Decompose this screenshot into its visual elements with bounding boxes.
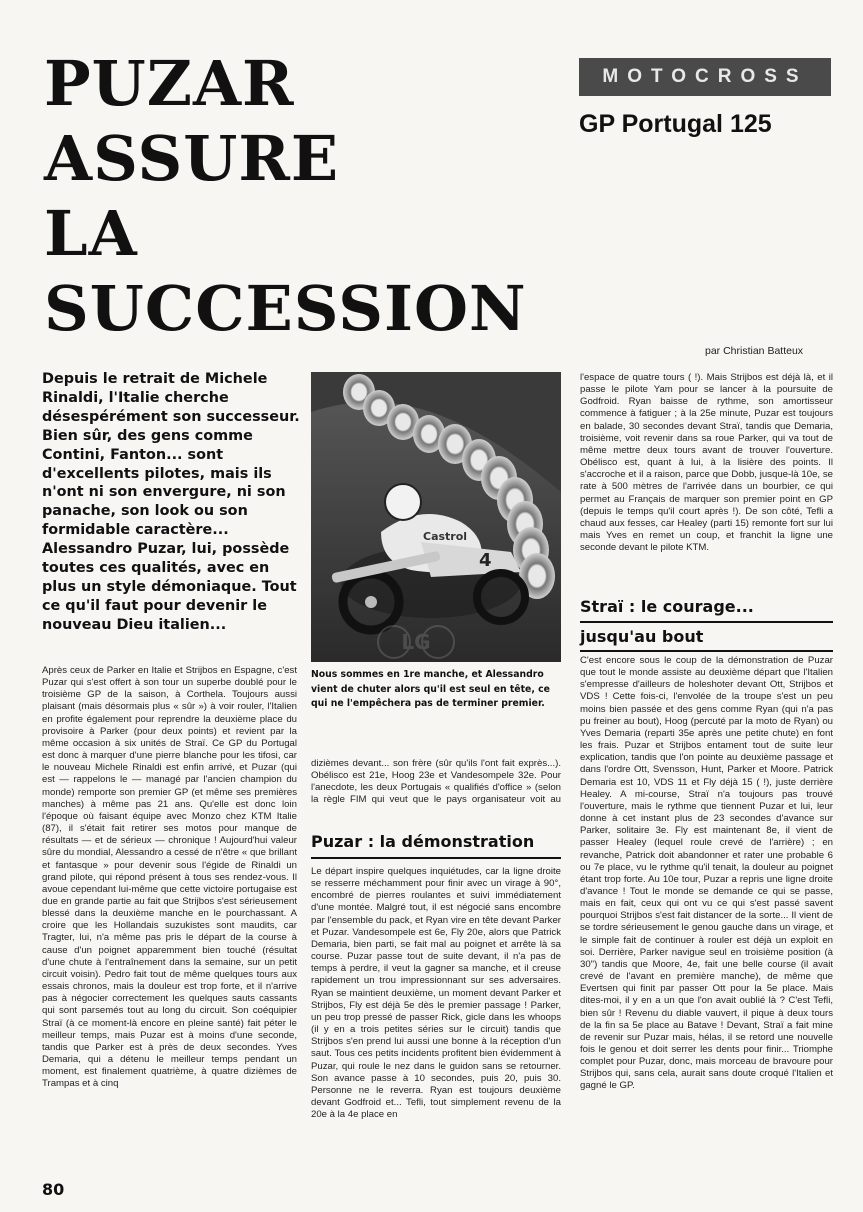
subheading-rule [580, 650, 833, 652]
headline-line: PUZAR [44, 47, 295, 120]
body-column-3a: l'espace de quatre tours ( !). Mais Strijbos est déjà là, et il passe le pilote Yam pour se lancer à la poursuite de Godfroid. Ryan baisse de rythme, son amortisseur commence à fatiguer ; à la 25e minute, Puzar est toujours en balade, 30 secondes devant Straï, tandis que Demaria, troisième, voit revenir dans sa roue Parker, qui va tout de même mettre deux tours avant de trouver l'ouverture. Obélisco est, quant à lui, à la lisière des points. Il s'accroche et il a raison, parce que Dobb, jusque-là 10e, se rate à 500 mètres de l'arrivée dans un bourbier, ce qui permet au Français de marquer son premier point en GP (depuis le temps qu'il court après !). De son côté, Tefli a chaud aux fesses, car Healey (parti 15) remonte fort sur lui mais Yves en remet un coup, et franchit la ligne une seconde devant le pilote KTM. [580, 372, 833, 554]
headline-line: ASSURE [44, 122, 340, 195]
photo-caption: Nous sommes en 1re manche, et Alessandro vient de chuter alors qu'il est seul en tête, ce qui ne l'empêchera pas de terminer premier. [311, 669, 550, 709]
body-column-2: dizièmes devant... son frère (sûr qu'ils l'ont fait exprès...). Obélisco est 21e, Hoog 23e et Vandesompele 32e. Pour l'anecdote, les deux Portugais « qualifiés d'office » (selon la règle FIM qui veut que le pays organisateur voit au [311, 758, 561, 806]
sponsor-logo: Castrol [423, 530, 468, 543]
subheading-demonstration: Puzar : la démonstration [311, 832, 535, 851]
bib-number: 4 [479, 550, 492, 571]
body-column-2b: Le départ inspire quelques inquiétudes, car la ligne droite se resserre méchamment pour finir avec un virage à 90°, encombré de pierres roulantes et suivi immédiatement d'une montée. Malgré tout, il est négocié sans encombre par l'ensemble du pack, et Ryan vire en tête devant Parker et Puzar. Vandesompele est 6e, Fly 20e, alors que Patrick Demaria, bien parti, se fait mal au poignet et arrête là sa course. Puzar passe tout de suite devant, il n'a pas de temps à perdre, il veut la gagner sa manche, et il creuse rapidement un trou impressionnant sur ses adversaires. Ryan se maintient deuxième, un moment devant Parker et Strijbos, Fly est déjà 5e dès le premier passage ! Parker, un peu trop pressé de passer Rick, gicle dans les whoops (il y en a trois petites séries sur le circuit) tandis que Strijbos s'en prend lui aussi une bonne à la réception d'un saut. Tous ces petits incidents profitent bien évidemment à Puzar, qui roule le nez dans le guidon sans se retourner. Son avance passe à 10 secondes, puis 20, puis 30. Personne ne le reverra. Ryan est toujours deuxième devant Godfroid et... Tefli, tout simplement revenu de la 20e à la 4e place en [311, 866, 561, 1121]
subheading-courage: Straï : le courage... [580, 597, 754, 616]
subheading-rule [580, 621, 833, 623]
article-subtitle: GP Portugal 125 [579, 110, 772, 138]
subheading-rule [311, 857, 561, 859]
lead-paragraph: Depuis le retrait de Michele Rinaldi, l'Italie cherche désespérément son successeur. Bien sûr, des gens comme Contini, Fanton... sont d'excellents pilotes, mais ils n'ont ni son envergure, ni son panache, son look ou son formidable caractère... Alessandro Puzar, lui, possède toutes ces qualités, avec en plus un style démoniaque. Tout ce qu'il faut pour devenir le nouveau Dieu italien... [42, 371, 300, 633]
watermark-logo [372, 619, 462, 665]
section-rubric: MOTOCROSS [579, 58, 831, 96]
svg-text:LG: LG [401, 630, 431, 654]
byline: par Christian Batteux [705, 345, 804, 357]
headline [44, 46, 527, 346]
body-column-3b: C'est encore sous le coup de la démonstration de Puzar que tout le monde assiste au deuxième départ que l'Italien s'empresse d'ailleurs de holeshoter devant Ott, Strijbos et VDS ! Cette fois-ci, l'envolée de la troupe s'est un peu moins bien passée et des gens comme Ryan (qui n'a pas pu freiner au bout), Hoog (percuté par la moto de Ryan) ou Yves Demaria (reparti 35e après une petite chute) en font les frais. Puzar et Strijbos entament tout de suite leur explication, tandis que l'on pointe au deuxième passage et dans l'ordre Ott, Svensson, Hunt, Parker et Moore. Patrick Demaria est 10, VDS 11 et Fly déjà 15 ( !), juste derrière Healey. A mi-course, Straï n'a toujours pas trouvé l'ouverture, mais le rythme que tiennent Puzar et lui, leur donne à cet instant plus de 23 secondes d'avance sur Parker, solitaire 3e. Fly est maintenant 8e, il vient de passer Healey (lequel roule crevé de l'arrière) ; en revanche, Patrick doit abandonner et rater une probable 6 ou 7e place, vu le rythme qu'il tenait, la douleur au poignet étant trop forte. Au 10e tour, Puzar a repris une ligne droite d'avance ! Tout le monde se demande ce qui se passe, mais en fait, ceux qui ont vu ce qui s'est passé savent pourquoi Strijbos s'est fait distancer de la sorte... Il vient de se tordre sérieusement le genou gauche dans un virage, et le simple fait de continuer à rouler est déjà un exploit en soi. Derrière, Parker navigue seul en troisième position (à 30") tandis que Moore, 4e, fait une belle course (il avait crevé de l'avant en première manche), de même que Evertsen qui finit par passer Ott pour la 5e place. Mais dites-moi, il y en a un que l'on avait oublié là ? C'est Tefli, bien sûr ! Revenu du diable vauvert, il pique à deux tours de la fin sa 5e place au Batave ! Devant, Straï a fait mine de revenir sur Puzar mais, hélas, il se retord une nouvelle fois le genou et doit serrer les dents pour finir... Triomphe complet pour Puzar, donc, mais morceau de bravoure pour Strijbos qui, sans cela, aurait sans doute croqué l'Italien et gagné le GP. [580, 655, 833, 1092]
body-column-1: Après ceux de Parker en Italie et Strijbos en Espagne, c'est Puzar qui s'est offert à son tour un superbe doublé pour le troisième GP de la saison, à Corthela. Toujours aussi plaisant (mais désormais plus « sûr ») à voir rouler, l'Italien en profite également pour reprendre la deuxième place du provisoire à Parker (pour deux points) et revient par la même occasion à six unités de Straï. Ce GP du Portugal est donc à marquer d'une pierre blanche pour les tifosi, car le nouveau Michele Rinaldi est enfin arrivé, et Puzar (qui est — rappelons le — managé par l'ancien champion du monde) remporte son premier GP (et même ses premières manches) à même pas 21 ans. Qu'elle est donc loin l'époque où faisant équipe avec Monzo chez KTM Italie (87), il s'était fait retirer ses motos pour manque de résultats — et de sérieux — chronique ! Aujourd'hui valeur sûre du mondial, Alessandro a cessé de n'être « que brillant et fantasque » pour devenir sous l'égide de Rinaldi un grand pilote, qui répond présent à tous ses rendez-vous. Il avoue cependant lui-même que cette victoire portugaise est due en grande partie au fait que Strijbos s'est sérieusement blessé dans la deuxième manche en le pourchassant. A croire que les Hollandais suzukistes sont maudits, car Tragter, lui, n'a même pas pris le départ de la course à cause d'un poignet apparemment bien touché (résultat d'une chute à l'entraînement dans la semaine, sur un petit circuit voisin). Pedro fait tout de même quelques tours aux essais chronos, mais la douleur est trop forte, et il n'arrive pas à négocier correctement les quelques sauts cassants qui sont parsemés tout au long du circuit. Son coéquipier Straï (à ce moment-là encore en pleine santé) fait péter le meilleur temps, mais Puzar est à moins d'une seconde, tandis que Parker est à près de deux secondes. Yves Demaria, qui a détenu le meilleur temps pendant un moment, est finalement quatrième, à quatre dizièmes de Trampas et à cinq [42, 665, 297, 1090]
subheading-jusqu-au-bout: jusqu'au bout [580, 627, 704, 646]
headline-line: LA [44, 197, 138, 270]
page-number: 80 [42, 1180, 65, 1199]
headline-line: SUCCESSION [44, 272, 527, 345]
